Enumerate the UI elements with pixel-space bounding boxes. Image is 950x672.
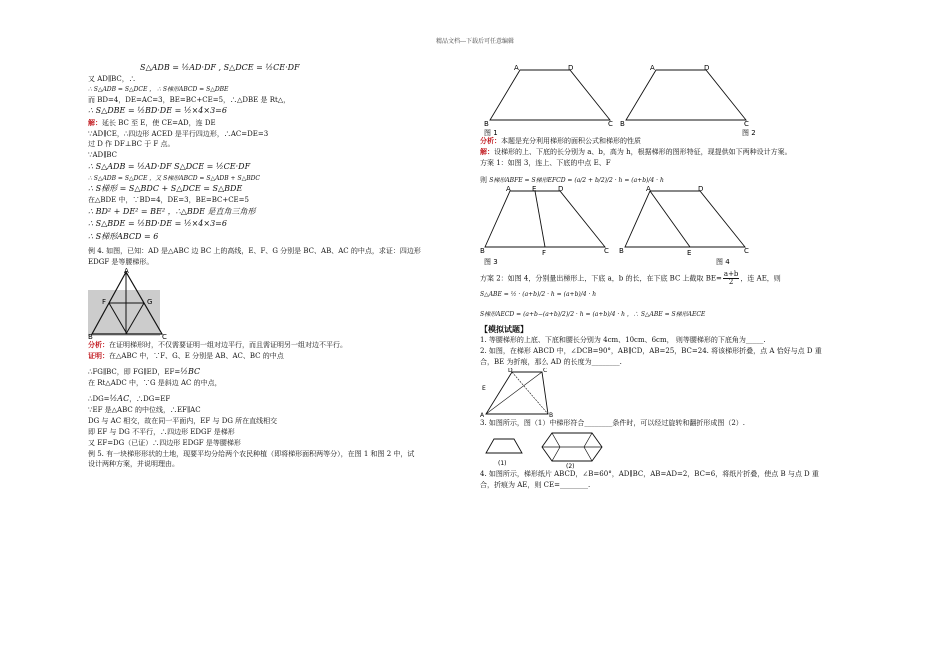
trapezoid-fig2 — [626, 70, 746, 120]
solution-tag: 解： — [480, 146, 494, 156]
label-a: A — [650, 64, 655, 72]
trapezoid-fig1 — [490, 70, 610, 120]
label-a: A — [646, 185, 651, 194]
label-f: F — [102, 297, 107, 306]
line-q3-d — [584, 447, 592, 461]
right-column — [480, 62, 865, 490]
question-1: 1. 等腰梯形的上底、下底和腰长分别为 4cm、10cm、6cm， 则等腰梯形的下底角为_____. — [480, 336, 766, 345]
frac-den: 2 — [728, 278, 734, 287]
trapezoid-q3-1 — [486, 439, 522, 453]
label-b: B — [549, 411, 554, 418]
proof-tag: 证明： — [88, 350, 109, 360]
figures-3-4 — [480, 185, 770, 265]
plan-1-then: 则 — [480, 175, 487, 184]
solution-tag: 解： — [88, 117, 102, 127]
fig4-caption: 图 4 — [716, 258, 730, 266]
trapezoid-fig3 — [485, 191, 605, 247]
question-2-cont: 合，BE 为折痕，那么 AD 的长度为________. — [480, 358, 622, 367]
trapezoid-fig4 — [625, 191, 745, 247]
question-4: 4. 如图所示，梯形纸片 ABCD，∠B=60°，AD∥BC，AB=AD=2，BC=6，将纸片折叠，使点 B 与点 D 重 — [480, 469, 819, 478]
text-line: 又 AD∥BC，∴ — [88, 75, 136, 84]
proof-line: 又 EF=DG（已证）∴四边形 EDGF 是等腰梯形 — [88, 438, 241, 447]
formula-line: ∴ S△ADB = S△DCE ， ∴ S梯形ABCD = S△DBE — [88, 86, 229, 94]
label-d: D — [704, 64, 710, 72]
trapezoid-q2 — [486, 372, 548, 414]
label-c: C — [162, 332, 167, 340]
plan-2: 方案 2：如图 4，分别量出梯形上，下底 a，b 的长，在下底 BC 上截取 BE= — [480, 274, 722, 283]
proof-line: 即 EF 与 DG 不平行，∴四边形 EDGF 是梯形 — [88, 427, 235, 436]
label-a: A — [124, 267, 129, 275]
label-c: C — [608, 120, 613, 128]
proof-fraction: ½BC — [180, 366, 201, 376]
label-b: B — [480, 247, 485, 256]
label-e: E — [482, 384, 486, 392]
label-e: E — [687, 249, 692, 258]
proof-line: ∴DG= — [88, 394, 110, 403]
formula-line: S△ADB = ½AD·DF , S△DCE = ½CE·DF — [140, 63, 300, 72]
example-4-cont: EDGF 是等腰梯形。 — [88, 258, 154, 267]
line-q3-c — [552, 447, 560, 461]
label-a: A — [506, 185, 511, 194]
formula-line: ∴ S梯形ABCD = 6 — [88, 231, 159, 241]
analysis-tag: 分析： — [480, 136, 501, 145]
segment-ae — [650, 191, 690, 247]
formula-line: ∴ S△ADB = ½AD·DF S△DCE = ½CE·DF — [88, 162, 251, 172]
fig2-caption: 图 2 — [742, 129, 756, 136]
proof-line: ∴FG∥BC，即 FG∥ED，EF= — [88, 367, 181, 376]
proof-line: 在 Rt△ADC 中，∵G 是斜边 AC 的中点， — [88, 379, 222, 387]
segment-ef — [535, 191, 545, 247]
example-5: 例 5. 有一块梯形形状的土地，现要平均分给两个农民种植（即将梯形面积两等分），在图 1 和图 2 中，试 — [88, 449, 415, 458]
proof-line: ∵EF 是△ABC 的中位线，∴EF∥AC — [88, 406, 201, 415]
label-a: A — [480, 411, 485, 418]
formula-line: ∴ BD² + DE² = BE² ，∴△BDE 是直角三角形 — [88, 207, 256, 217]
fig1-caption: 图 1 — [484, 129, 498, 136]
label-e: E — [532, 185, 537, 194]
plan-1-formula: S梯形ABFE = S梯形EFCD = (a/2 + b/2)/2 · h = (a+b)/4 · h — [489, 176, 664, 184]
segment-q2-be — [486, 372, 542, 414]
formula-line: ∴ S△DBE = ½BD·DE = ½×4×3=6 — [88, 106, 227, 116]
text-line: 在△BDE 中，∵BD=4，DE=3，BE=BC+CE=5 — [88, 196, 249, 205]
plan-2-cont: ，连 AE，则 — [740, 274, 781, 283]
label-b: B — [619, 247, 624, 256]
solution-text: 设梯形的上、下底的长分别为 a、b，高为 h，根据梯形的图形特征，现提供如下两种设计方案。 — [494, 147, 792, 156]
analysis-text: 本题是充分利用梯形的面积公式和梯形的性质 — [501, 137, 641, 145]
plan-2-formula-2: S梯形AECD = (a+b−(a+b)/2)/2 · h = (a+b)/4 · h ，∴ S△ABE = S梯形AECE — [480, 310, 706, 318]
line-q3-b — [584, 433, 592, 447]
example-5-cont: 设计两种方案，并说明理由。 — [88, 460, 179, 469]
fig-q3-label-2: (2) — [566, 462, 575, 469]
label-f: F — [542, 249, 547, 258]
proof-line: 在△ABC 中，∵F、G、E 分别是 AB、AC、BC 的中点 — [109, 351, 284, 360]
analysis-text: 在证明梯形时，不仅需要证明一组对边平行，而且需证明另一组对边不平行。 — [109, 340, 347, 349]
proof-line: DG 与 AC 相交，故在同一平面内，EF 与 DG 所在直线相交 — [88, 417, 278, 426]
text-line: 延长 BC 至 E，使 CE=AD，连 DE — [102, 118, 216, 127]
analysis-tag: 分析： — [88, 339, 109, 349]
question-4-cont: 合，折痕为 AE，则 CE=________. — [480, 480, 591, 489]
fig-q3-label-1: (1) — [498, 459, 507, 467]
label-b: B — [484, 120, 489, 128]
label-b: B — [88, 332, 93, 340]
label-c: C — [744, 120, 749, 128]
label-a: A — [514, 64, 519, 72]
example-4: 例 4. 如图，已知：AD 是△ABC 边 BC 上的高线，E、F、G 分别是 BC、AB、AC 的中点，求证：四边形 — [88, 247, 421, 256]
plan-2-formula-1: S△ABE = ½ · (a+b)/2 · h = (a+b)/4 · h — [480, 291, 597, 299]
plan-1: 方案 1：如图 3，连上、下底的中点 E、F — [480, 158, 611, 167]
label-b: B — [620, 120, 625, 128]
proof-fraction: ½AC — [109, 393, 130, 403]
line-q3-a — [552, 433, 560, 447]
figure-q3 — [480, 429, 640, 469]
figure-q2 — [480, 368, 560, 418]
text-line: ∵AD∥CE，∴四边形 ACED 是平行四边形，∴AC=DE=3 — [88, 129, 269, 138]
left-column — [88, 62, 473, 470]
label-d: D — [558, 185, 564, 194]
fig3-caption: 图 3 — [484, 258, 498, 266]
label-d: D — [698, 185, 704, 194]
label-c: C — [604, 247, 609, 256]
proof-line: ，∴DG=EF — [129, 394, 171, 403]
label-d: D — [568, 64, 574, 72]
text-line: 过 D 作 DF⊥BC 于 F 点。 — [88, 140, 175, 149]
figure-ex4-triangle — [88, 268, 168, 340]
question-2: 2. 如图，在梯形 ABCD 中，∠DCB=90°，AB∥CD，AB=25，BC=24. 将该梯形折叠，点 A 恰好与点 D 重 — [480, 347, 822, 356]
mock-test-title: 【模拟试题】 — [480, 323, 528, 334]
label-c: C — [744, 247, 749, 256]
formula-line: ∴ S△BDE = ½BD·DE = ½×4×3=6 — [88, 219, 227, 229]
formula-line: ∴ S梯形 = S△BDC + S△DCE = S△BDE — [88, 183, 243, 193]
figures-1-2 — [480, 62, 770, 136]
question-3: 3. 如图所示，图（1）中梯形符合________条件时，可以经过旋转和翻折形成图（2）. — [480, 418, 746, 427]
page-header: 精品文档---下载后可任意编辑 — [435, 38, 515, 45]
text-line: ∵AD∥BC — [88, 151, 117, 160]
label-c: C — [543, 367, 548, 374]
frac-num: a+b — [723, 270, 739, 279]
formula-line: ∴ S△ADB = S△DCE ，又 S梯形ABCD = S△ADB + S△BDC — [88, 174, 261, 182]
label-d: D — [508, 367, 513, 374]
label-g: G — [147, 297, 153, 306]
text-line: 而 BD=4，DE=AC=3，BE=BC+CE=5，∴△DBE 是 Rt△， — [88, 95, 291, 104]
